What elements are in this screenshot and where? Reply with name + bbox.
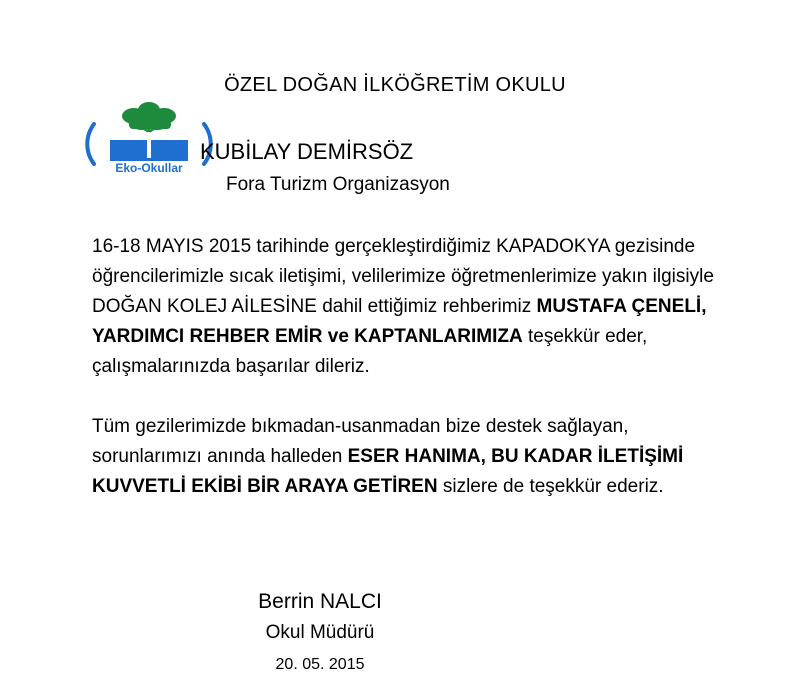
letter-body (92, 232, 732, 502)
paragraph-1-segment-1: 16-18 MAYIS 2015 tarihinde gerçekleştirdiğimiz KAPADOKYA gezisinde öğrencilerimizle sıcak iletişimi, velilerimize öğretmenlerimize yakın ilgisiyle DOĞAN KOLEJ AİLESİNE dahil ettiğimiz rehberimiz (92, 236, 714, 317)
paragraph-spacer (92, 382, 732, 412)
eko-okullar-logo (84, 96, 214, 174)
signature-date: 20. 05. 2015 (275, 656, 365, 673)
paragraph-1-segment-2: teşekkür eder, çalışmalarınızda başarılar dileriz. (92, 326, 648, 377)
school-name: ÖZEL DOĞAN İLKÖĞRETİM OKULU (224, 74, 566, 96)
company-name: Fora Turizm Organizasyon (226, 174, 450, 195)
paragraph-2 (92, 412, 732, 502)
paragraph-2-segment-1: Tüm gezilerimizde bıkmadan-usanmadan bize destek sağlayan, sorunlarımızı anında halleden (92, 416, 629, 467)
recipient-name: KUBİLAY DEMİRSÖZ (200, 139, 414, 164)
paragraph-2-segment-2: sizlere de teşekkür ederiz. (437, 476, 664, 497)
paragraph-1 (92, 232, 732, 382)
signature-name: Berrin NALCI (258, 590, 382, 613)
paragraph-2-bold-1: ESER HANIMA, BU KADAR İLETİŞİMİ KUVVETLİ EKİBİ BİR ARAYA GETİREN (92, 446, 684, 497)
signature-title: Okul Müdürü (265, 622, 375, 643)
paragraph-1-bold-1: MUSTAFA ÇENELİ, YARDIMCI REHBER EMİR ve KAPTANLARIMIZA (92, 296, 707, 347)
logo-caption: Eko-Okullar (115, 161, 183, 174)
